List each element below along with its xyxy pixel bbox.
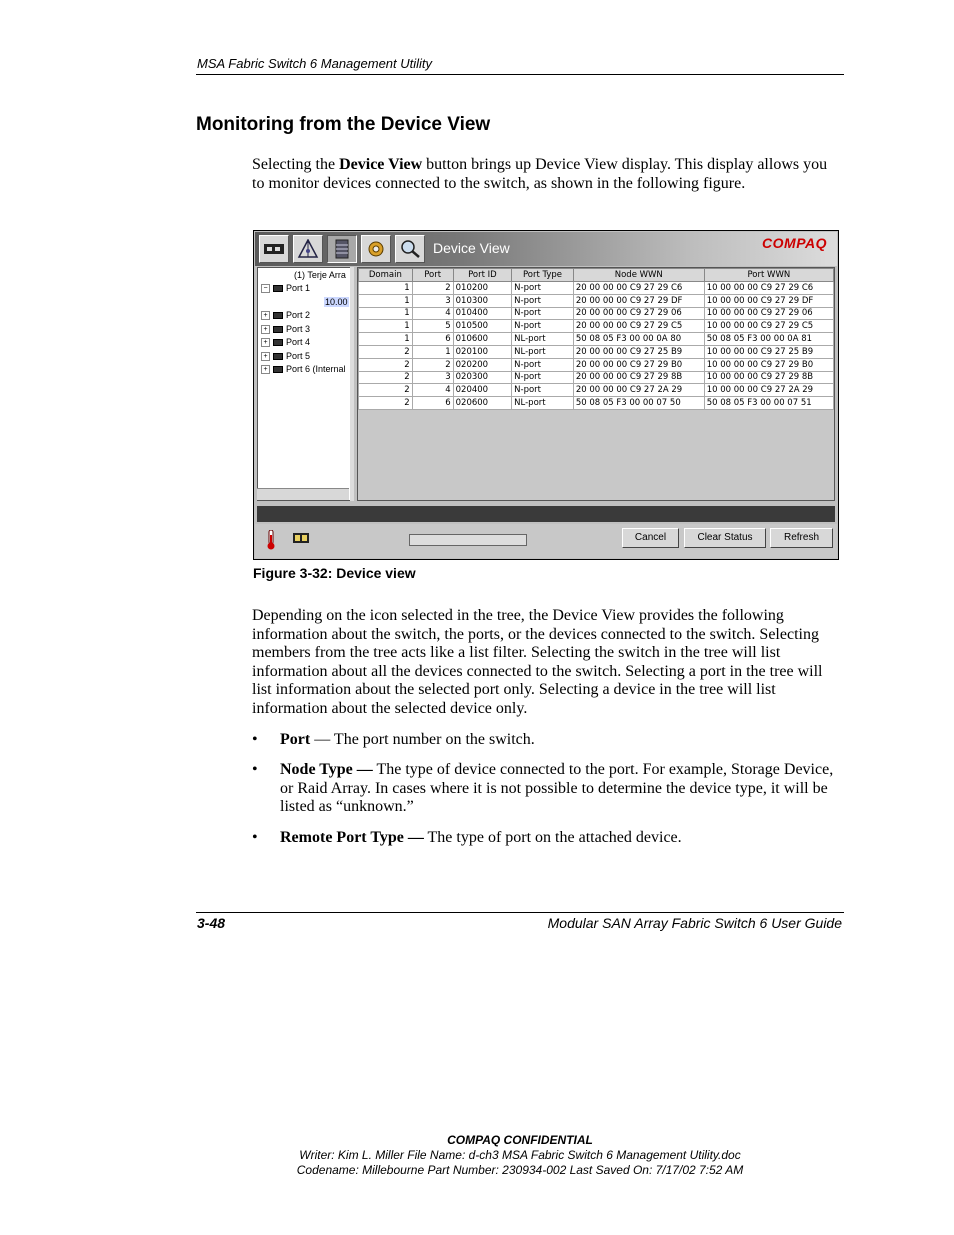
table-row[interactable] (359, 282, 834, 295)
table-cell: NL-port (512, 333, 574, 346)
table-cell: 1 (359, 282, 413, 295)
table-cell: 1 (359, 294, 413, 307)
tree-item-port4[interactable]: + Port 4 (261, 337, 310, 347)
table-cell: 1 (412, 345, 453, 358)
section-title: Monitoring from the Device View (196, 114, 491, 135)
port-icon (273, 339, 283, 346)
table-cell: 010200 (453, 282, 512, 295)
table-cell: N-port (512, 384, 574, 397)
table-cell: 020200 (453, 358, 512, 371)
table-cell: 1 (359, 333, 413, 346)
status-bar (257, 506, 835, 522)
bullet-marker: • (252, 731, 258, 748)
table-cell: 6 (412, 333, 453, 346)
tree-item-port1[interactable]: − Port 1 (261, 283, 310, 293)
search-view-button[interactable] (395, 235, 425, 263)
table-cell: N-port (512, 320, 574, 333)
expand-icon[interactable]: + (261, 311, 270, 320)
table-cell: N-port (512, 294, 574, 307)
table-cell: N-port (512, 371, 574, 384)
port-icon (273, 312, 283, 319)
switch-status-icon (293, 533, 309, 543)
table-cell: 2 (359, 345, 413, 358)
figure-caption: Figure 3-32: Device view (253, 565, 416, 581)
guide-title: Modular SAN Array Fabric Switch 6 User Guide (547, 915, 842, 931)
table-cell: N-port (512, 307, 574, 320)
table-cell: 1 (359, 307, 413, 320)
column-header[interactable]: Port Type (512, 269, 574, 282)
table-cell: 20 00 00 00 C9 27 29 B0 (573, 358, 704, 371)
refresh-button[interactable]: Refresh (770, 528, 833, 548)
table-row[interactable] (359, 333, 834, 346)
table-cell: 10 00 00 00 C9 27 25 B9 (704, 345, 833, 358)
table-row[interactable] (359, 371, 834, 384)
bullet-remote-port-type: • Remote Port Type — The type of port on the attached device. (252, 829, 682, 846)
footer-rule (196, 912, 844, 913)
tree-item-port2[interactable]: + Port 2 (261, 310, 310, 320)
device-table (357, 267, 835, 501)
confidential-label: COMPAQ CONFIDENTIAL (447, 1133, 593, 1147)
gear-icon (365, 239, 387, 259)
table-cell: N-port (512, 282, 574, 295)
compaq-logo: COMPAQ (762, 235, 827, 251)
collapse-icon[interactable]: − (261, 284, 270, 293)
table-row[interactable] (359, 294, 834, 307)
expand-icon[interactable]: + (261, 338, 270, 347)
bullet-marker: • (252, 829, 258, 846)
tree-item-port6[interactable]: + Port 6 (Internal (261, 364, 346, 374)
running-header: MSA Fabric Switch 6 Management Utility (197, 56, 433, 71)
port-icon (273, 353, 283, 360)
table-cell: 10 00 00 00 C9 27 29 06 (704, 307, 833, 320)
table-cell: 2 (412, 358, 453, 371)
column-header[interactable]: Port (412, 269, 453, 282)
table-cell: N-port (512, 358, 574, 371)
table-cell: 010600 (453, 333, 512, 346)
port-icon (273, 285, 283, 292)
bullet-node-type: • Node Type — The type of device connected to the port. For example, Storage Device, or Raid Array. In cases where it is not possible to determine the device type, it will be listed as “unknown.” (252, 761, 834, 816)
storage-icon (331, 239, 353, 259)
table-cell: 10 00 00 00 C9 27 29 DF (704, 294, 833, 307)
intro-paragraph: Selecting the Device View button brings up Device View display. This display allows you to monitor devices connected to the switch, as shown in the following figure. (252, 156, 828, 192)
table-cell: 10 00 00 00 C9 27 29 C6 (704, 282, 833, 295)
table-cell: 3 (412, 371, 453, 384)
table-cell: 5 (412, 320, 453, 333)
table-cell: 10 00 00 00 C9 27 29 8B (704, 371, 833, 384)
table-cell: 20 00 00 00 C9 27 29 C5 (573, 320, 704, 333)
table-cell: NL-port (512, 345, 574, 358)
progress-bar (409, 534, 527, 546)
table-cell: 10 00 00 00 C9 27 29 B0 (704, 358, 833, 371)
fabric-view-button[interactable] (293, 235, 323, 263)
tree-item-device[interactable]: 10.00 (325, 297, 348, 307)
bullet-marker: • (252, 761, 258, 778)
window-title: Device View (433, 240, 510, 256)
port-icon (273, 326, 283, 333)
table-cell: 2 (359, 397, 413, 410)
magnifier-icon (399, 239, 421, 259)
device-view-toolbar (255, 232, 837, 266)
fabric-icon (297, 239, 319, 259)
settings-view-button[interactable] (361, 235, 391, 263)
tree-vertical-scrollbar[interactable] (350, 267, 354, 501)
table-cell: 50 08 05 F3 00 00 0A 80 (573, 333, 704, 346)
table-cell: 010500 (453, 320, 512, 333)
table-cell: NL-port (512, 397, 574, 410)
table-row[interactable] (359, 320, 834, 333)
expand-icon[interactable]: + (261, 352, 270, 361)
bottom-bar (255, 524, 837, 558)
device-tree[interactable] (257, 267, 352, 501)
body-paragraph: Depending on the icon selected in the tree, the Device View provides the following information about the switch, the ports, or the devices connected to the switch. Selecting members from the tree acts like a list filter. Selecting the switch in the tree will list information about all the devices connected to the switch. Selecting a port in the tree will list information about the selected port only. Selecting a device in the tree will list information about the selected device only. (252, 607, 823, 717)
table-cell: 020100 (453, 345, 512, 358)
table-cell: 10 00 00 00 C9 27 2A 29 (704, 384, 833, 397)
table-cell: 20 00 00 00 C9 27 29 C6 (573, 282, 704, 295)
table-cell: 020300 (453, 371, 512, 384)
table-cell: 3 (412, 294, 453, 307)
switch-icon (263, 239, 285, 259)
table-cell: 2 (412, 282, 453, 295)
table-cell: 2 (359, 371, 413, 384)
cancel-button[interactable]: Cancel (622, 528, 679, 548)
column-header[interactable]: Node WWN (573, 269, 704, 282)
port-icon (273, 366, 283, 373)
table-cell: 2 (359, 384, 413, 397)
tree-item-port3[interactable]: + Port 3 (261, 324, 310, 334)
switch-view-button[interactable] (259, 235, 289, 263)
table-cell: 50 08 05 F3 00 00 0A 81 (704, 333, 833, 346)
table-cell: 20 00 00 00 C9 27 29 DF (573, 294, 704, 307)
table-cell: 50 08 05 F3 00 00 07 50 (573, 397, 704, 410)
thermometer-icon (267, 530, 275, 550)
device-view-screenshot (253, 230, 839, 560)
writer-line: Writer: Kim L. Miller File Name: d-ch3 MSA Fabric Switch 6 Management Utility.doc (299, 1148, 741, 1162)
header-rule (196, 74, 844, 75)
table-cell: 6 (412, 397, 453, 410)
bullet-port: • Port — The port number on the switch. (252, 731, 535, 748)
expand-icon[interactable]: + (261, 325, 270, 334)
table-cell: 4 (412, 384, 453, 397)
table-row[interactable] (359, 384, 834, 397)
table-cell: 020400 (453, 384, 512, 397)
tree-item-port5[interactable]: + Port 5 (261, 351, 310, 361)
table-cell: 010400 (453, 307, 512, 320)
table-cell: 20 00 00 00 C9 27 29 06 (573, 307, 704, 320)
table-cell: 020600 (453, 397, 512, 410)
clear-status-button[interactable]: Clear Status (684, 528, 766, 548)
table-row[interactable] (359, 358, 834, 371)
table-cell: 20 00 00 00 C9 27 2A 29 (573, 384, 704, 397)
expand-icon[interactable]: + (261, 365, 270, 374)
column-header[interactable]: Port WWN (704, 269, 833, 282)
table-cell: 20 00 00 00 C9 27 25 B9 (573, 345, 704, 358)
tree-horizontal-scrollbar[interactable] (257, 488, 349, 500)
device-view-button[interactable] (327, 235, 357, 263)
table-cell: 1 (359, 320, 413, 333)
table-cell: 10 00 00 00 C9 27 29 C5 (704, 320, 833, 333)
table-row[interactable] (359, 307, 834, 320)
page-number: 3-48 (197, 915, 226, 931)
column-header[interactable]: Domain (359, 269, 413, 282)
table-cell: 50 08 05 F3 00 00 07 51 (704, 397, 833, 410)
table-cell: 2 (359, 358, 413, 371)
codename-line: Codename: Millebourne Part Number: 230934-002 Last Saved On: 7/17/02 7:52 AM (296, 1163, 744, 1177)
table-row[interactable] (359, 397, 834, 410)
table-cell: 20 00 00 00 C9 27 29 8B (573, 371, 704, 384)
table-cell: 4 (412, 307, 453, 320)
table-cell: 010300 (453, 294, 512, 307)
tree-root[interactable]: (1) Terje Arra (294, 270, 346, 280)
column-header[interactable]: Port ID (453, 269, 512, 282)
table-row[interactable] (359, 345, 834, 358)
